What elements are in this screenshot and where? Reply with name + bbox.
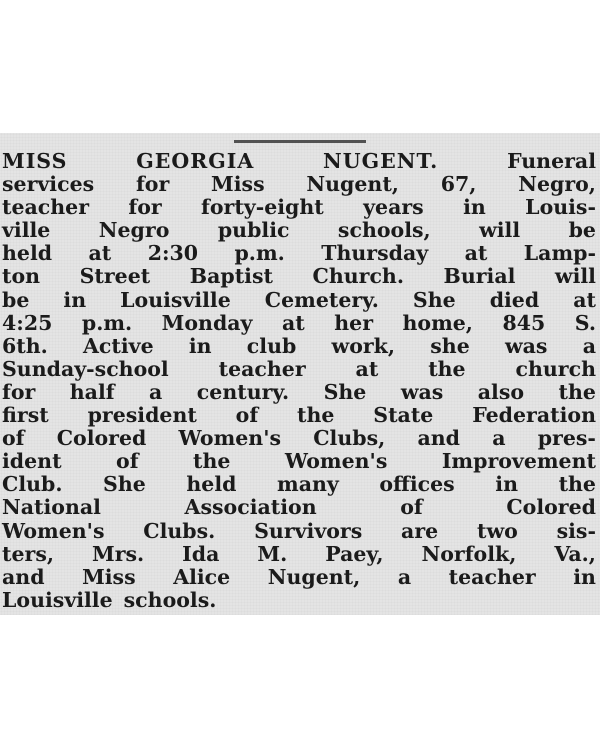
article-line	[2, 312, 596, 335]
article-word: 845	[502, 310, 546, 335]
article-word: Funeral	[507, 149, 596, 173]
article-word: died	[489, 287, 540, 312]
article-word: Negro	[98, 218, 170, 243]
article-word: ton	[2, 264, 41, 289]
article-word: She	[323, 379, 367, 404]
article-word: public	[217, 218, 290, 243]
article-word: of	[400, 495, 423, 520]
article-line	[2, 543, 596, 566]
article-line	[2, 173, 596, 196]
article-word: also	[477, 379, 525, 404]
article-word: ville	[2, 218, 51, 243]
article-word: Lamp-	[523, 241, 596, 266]
article-word: M.	[257, 541, 288, 566]
article-word: Miss	[211, 172, 265, 197]
article-line	[2, 450, 596, 473]
article-word: Federation	[472, 403, 596, 428]
article-word: Louisville	[2, 587, 113, 612]
article-line	[2, 219, 596, 242]
article-word: Colored	[56, 426, 147, 451]
article-word: the	[428, 356, 466, 381]
article-line	[2, 358, 596, 381]
article-word: in	[495, 472, 518, 497]
article-word: sis-	[556, 518, 596, 543]
article-word: Sunday-school	[2, 356, 169, 381]
article-word: years	[363, 195, 424, 220]
article-line	[2, 381, 596, 404]
article-word: president	[87, 403, 197, 428]
article-word: schools.	[123, 587, 217, 612]
article-word: century.	[196, 379, 290, 404]
article-word: forty-eight	[201, 195, 324, 220]
article-word: in	[463, 195, 486, 220]
article-word: Norfolk,	[421, 541, 517, 566]
article-word: Women's	[178, 426, 282, 451]
article-word: GEORGIA	[136, 149, 255, 173]
article-line	[2, 566, 596, 589]
article-word: Miss	[82, 564, 136, 589]
article-line	[2, 196, 596, 219]
article-word: at	[88, 241, 112, 266]
article-word: schools,	[337, 218, 431, 243]
article-word: NUGENT.	[323, 149, 439, 173]
article-word: in	[573, 564, 596, 589]
article-word: teacher	[2, 195, 90, 220]
article-word: in	[63, 287, 87, 312]
article-line	[2, 496, 596, 519]
article-word: home,	[402, 310, 473, 335]
article-word: was	[504, 333, 548, 358]
article-word: for	[128, 195, 162, 220]
article-word: Club.	[2, 472, 63, 497]
article-word: church	[515, 356, 596, 381]
article-word: Louisville	[120, 287, 231, 312]
article-word: a	[397, 564, 412, 589]
article-line	[2, 427, 596, 450]
article-line	[2, 589, 596, 612]
article-word: club	[246, 333, 297, 358]
article-word: Burial	[443, 264, 516, 289]
article-word: Ida	[182, 541, 220, 566]
article-word: of	[2, 426, 25, 451]
article-word: for	[2, 379, 36, 404]
article-word: Monday	[161, 310, 253, 335]
article-word: be	[568, 218, 596, 243]
article-word: 67,	[440, 172, 477, 197]
article-word: Women's	[2, 518, 105, 543]
article-word: the	[558, 472, 596, 497]
article-word: held	[2, 241, 53, 266]
article-word: Paey,	[325, 541, 384, 566]
article-line	[2, 242, 596, 265]
article-word: services	[2, 172, 95, 197]
article-word: half	[69, 379, 115, 404]
article-word: Church.	[312, 264, 404, 289]
article-word: National	[2, 495, 101, 520]
article-word: Negro,	[518, 172, 596, 197]
article-word: MISS	[2, 149, 68, 173]
article-word: many	[277, 472, 339, 497]
article-word: She	[103, 472, 146, 497]
article-word: p.m.	[234, 241, 285, 266]
article-word: are	[401, 518, 439, 543]
article-line	[2, 289, 596, 312]
article-word: and	[2, 564, 45, 589]
article-word: the	[192, 449, 231, 474]
article-word: Association	[184, 495, 317, 520]
article-word: ters,	[2, 541, 54, 566]
article-line	[2, 335, 596, 358]
article-word: in	[188, 333, 212, 358]
article-word: Alice	[173, 564, 231, 589]
article-word: She	[412, 287, 456, 312]
article-word: Improvement	[441, 449, 596, 474]
article-word: Mrs.	[92, 541, 145, 566]
article-word: of	[116, 449, 139, 474]
article-word: a	[582, 333, 596, 358]
article-word: for	[135, 172, 170, 197]
article-word: S.	[574, 310, 596, 335]
article-line	[2, 404, 596, 427]
article-word: a	[149, 379, 163, 404]
article-word: p.m.	[81, 310, 133, 335]
article-word: 4:25	[2, 310, 53, 335]
article-line	[2, 150, 596, 173]
article-word: her	[334, 310, 373, 335]
article-word: was	[400, 379, 444, 404]
article-word: Nugent,	[306, 172, 399, 197]
article-word: 2:30	[147, 241, 199, 266]
article-word: Colored	[506, 495, 596, 520]
article-word: the	[558, 379, 596, 404]
article-word: will	[479, 218, 521, 243]
article-word: Louis-	[525, 195, 596, 220]
article-word: offices	[379, 472, 455, 497]
article-word: the	[297, 403, 335, 428]
article-word: Women's	[284, 449, 388, 474]
article-word: at	[464, 241, 488, 266]
article-word: at	[355, 356, 379, 381]
article-word: and	[417, 426, 460, 451]
article-word: Clubs.	[143, 518, 216, 543]
article-word: at	[281, 310, 305, 335]
article-word: Thursday	[321, 241, 429, 266]
article-word: be	[2, 287, 30, 312]
article-word: Baptist	[189, 264, 273, 289]
article-word: Nugent,	[267, 564, 361, 589]
article-word: first	[2, 403, 49, 428]
article-word: a	[492, 426, 506, 451]
article-word: State	[373, 403, 434, 428]
article-word: Clubs,	[313, 426, 386, 451]
article-word: held	[186, 472, 237, 497]
article-word: Survivors	[254, 518, 363, 543]
article-word: of	[235, 403, 259, 428]
article-word: at	[573, 287, 596, 312]
column-rule	[234, 140, 366, 143]
article-word: Active	[83, 333, 154, 358]
article-word: Cemetery.	[264, 287, 379, 312]
article-word: 6th.	[2, 333, 48, 358]
article-word: work,	[331, 333, 396, 358]
article-line	[2, 520, 596, 543]
article-line	[2, 265, 596, 288]
article-word: she	[430, 333, 470, 358]
article-word: ident	[2, 449, 62, 474]
article-word: pres-	[537, 426, 596, 451]
article-word: Va.,	[554, 541, 596, 566]
article-word: teacher	[218, 356, 306, 381]
obituary-article	[2, 150, 596, 612]
article-line	[2, 473, 596, 496]
article-word: two	[476, 518, 518, 543]
article-word: will	[554, 264, 596, 289]
article-word: teacher	[448, 564, 536, 589]
article-word: Street	[79, 264, 151, 289]
